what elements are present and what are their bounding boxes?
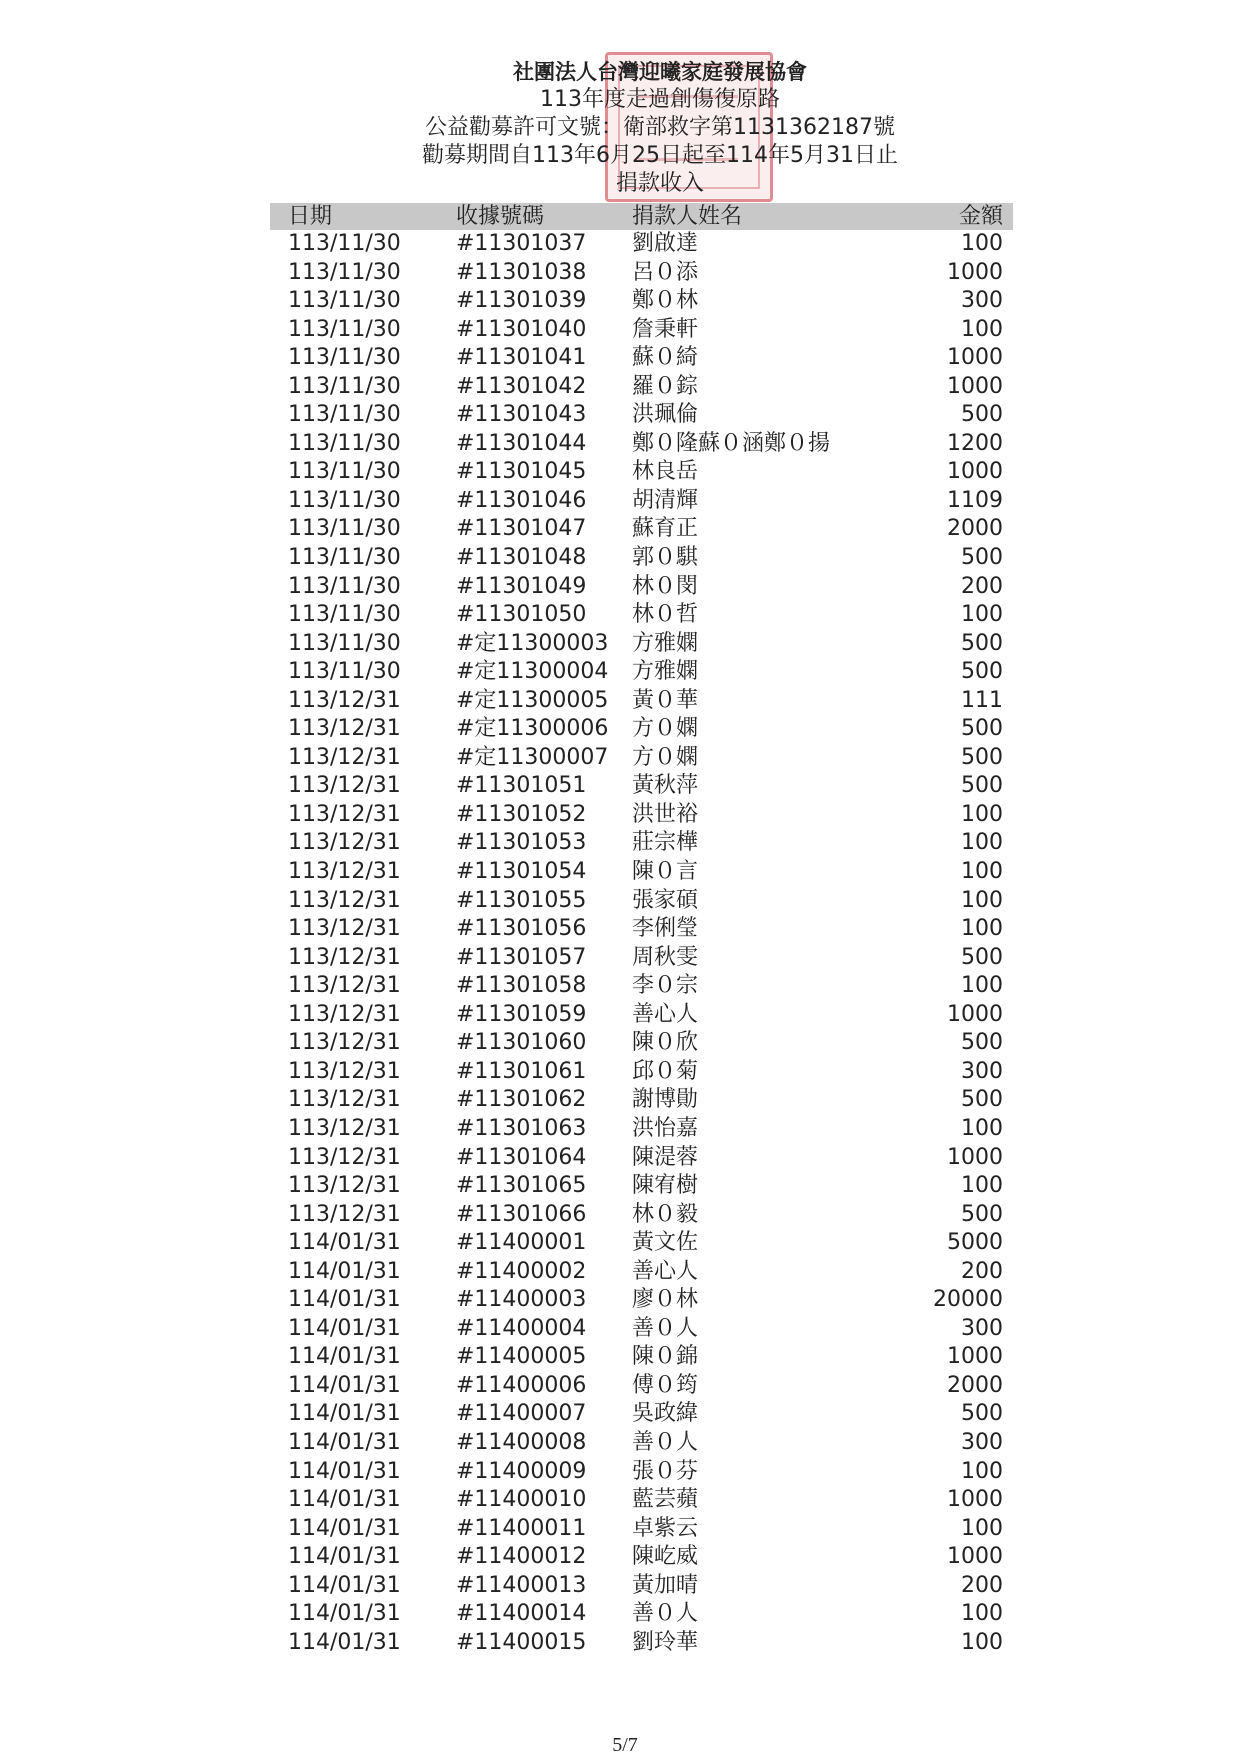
table-row [270, 944, 1013, 973]
table-row [270, 1086, 1013, 1115]
cell-donor: 黃０華 [632, 687, 699, 713]
cell-date: 113/11/30 [288, 259, 401, 285]
cell-amount: 1109 [947, 487, 1003, 513]
cell-receipt: #11301053 [456, 830, 587, 856]
cell-donor: 林０哲 [632, 602, 699, 628]
table-row [270, 744, 1013, 773]
table-row [270, 601, 1013, 630]
cell-receipt: #11301048 [456, 545, 587, 571]
cell-date: 113/12/31 [288, 830, 401, 856]
table-row [270, 1315, 1013, 1344]
cell-date: 114/01/31 [288, 1287, 401, 1313]
cell-amount: 500 [961, 716, 1003, 742]
cell-date: 113/11/30 [288, 402, 401, 428]
cell-receipt: #11400010 [456, 1487, 587, 1513]
cell-donor: 林０毅 [632, 1201, 699, 1227]
cell-receipt: #11400015 [456, 1629, 587, 1655]
cell-donor: 洪怡嘉 [632, 1115, 699, 1141]
page-number: 5/7 [612, 1734, 638, 1756]
table-row [270, 1600, 1013, 1629]
cell-receipt: #11301043 [456, 402, 587, 428]
cell-donor: 黃加晴 [632, 1572, 699, 1598]
cell-donor: 陳０言 [632, 859, 699, 885]
cell-amount: 300 [961, 1315, 1003, 1341]
cell-receipt: #11301063 [456, 1115, 587, 1141]
cell-receipt: #11301054 [456, 859, 587, 885]
table-row [270, 316, 1013, 345]
cell-date: 113/11/30 [288, 316, 401, 342]
cell-donor: 莊宗樺 [632, 830, 699, 856]
cell-donor: 詹秉軒 [632, 316, 699, 342]
cell-date: 113/12/31 [288, 1115, 401, 1141]
section-title: 捐款收入 [615, 171, 704, 196]
cell-donor: 鄭０林 [632, 288, 699, 314]
cell-receipt: #11400004 [456, 1315, 587, 1341]
cell-amount: 500 [961, 402, 1003, 428]
cell-donor: 廖０林 [632, 1287, 699, 1313]
cell-receipt: #11400011 [456, 1515, 587, 1541]
cell-date: 113/12/31 [288, 1030, 401, 1056]
cell-donor: 林０閔 [632, 573, 699, 599]
table-row [270, 1429, 1013, 1458]
cell-amount: 100 [961, 1515, 1003, 1541]
cell-donor: 鄭０隆蘇０涵鄭０揚 [632, 430, 831, 456]
table-row [270, 1515, 1013, 1544]
cell-amount: 500 [961, 545, 1003, 571]
table-row [270, 1486, 1013, 1515]
cell-date: 113/11/30 [288, 573, 401, 599]
table-row [270, 1572, 1013, 1601]
cell-donor: 周秋雯 [632, 944, 699, 970]
cell-date: 114/01/31 [288, 1458, 401, 1484]
cell-amount: 1200 [947, 430, 1003, 456]
cell-date: 114/01/31 [288, 1230, 401, 1256]
cell-donor: 方０嫻 [632, 744, 699, 770]
cell-donor: 陳湜蓉 [632, 1144, 699, 1170]
cell-receipt: #定11300003 [456, 630, 609, 656]
cell-amount: 500 [961, 1087, 1003, 1113]
table-row [270, 458, 1013, 487]
cell-donor: 李０宗 [632, 973, 699, 999]
cell-receipt: #11301061 [456, 1058, 587, 1084]
cell-date: 114/01/31 [288, 1601, 401, 1627]
cell-receipt: #11400007 [456, 1401, 587, 1427]
cell-amount: 500 [961, 630, 1003, 656]
cell-date: 114/01/31 [288, 1258, 401, 1284]
cell-date: 113/12/31 [288, 801, 401, 827]
cell-donor: 謝博勛 [632, 1087, 699, 1113]
table-row [270, 1029, 1013, 1058]
cell-amount: 2000 [947, 516, 1003, 542]
cell-receipt: #11301047 [456, 516, 587, 542]
cell-amount: 100 [961, 1173, 1003, 1199]
table-row [270, 1372, 1013, 1401]
cell-date: 114/01/31 [288, 1515, 401, 1541]
cell-donor: 陳０欣 [632, 1030, 699, 1056]
cell-donor: 方０嫻 [632, 716, 699, 742]
cell-donor: 陳宥樹 [632, 1173, 699, 1199]
cell-donor: 善０人 [632, 1315, 699, 1341]
cell-receipt: #11400013 [456, 1572, 587, 1598]
cell-receipt: #11301049 [456, 573, 587, 599]
cell-date: 113/12/31 [288, 944, 401, 970]
table-row [270, 1543, 1013, 1572]
table-row [270, 887, 1013, 916]
cell-amount: 100 [961, 1115, 1003, 1141]
cell-donor: 郭０騏 [632, 545, 699, 571]
table-row [270, 515, 1013, 544]
cell-date: 113/12/31 [288, 859, 401, 885]
cell-amount: 500 [961, 1030, 1003, 1056]
cell-amount: 100 [961, 859, 1003, 885]
cell-date: 113/12/31 [288, 773, 401, 799]
cell-date: 114/01/31 [288, 1629, 401, 1655]
table-row [270, 1286, 1013, 1315]
cell-donor: 林良岳 [632, 459, 699, 485]
column-header-amount: 金額 [958, 204, 1003, 229]
cell-receipt: #11400002 [456, 1258, 587, 1284]
table-row [270, 1343, 1013, 1372]
table-row [270, 1172, 1013, 1201]
cell-receipt: #11400006 [456, 1372, 587, 1398]
cell-donor: 黃秋萍 [632, 773, 699, 799]
cell-donor: 洪珮倫 [632, 402, 699, 428]
cell-donor: 洪世裕 [632, 801, 699, 827]
table-row [270, 373, 1013, 402]
donation-table [270, 203, 1013, 1657]
table-row [270, 344, 1013, 373]
cell-donor: 李俐瑩 [632, 916, 699, 942]
cell-amount: 500 [961, 773, 1003, 799]
cell-donor: 善心人 [632, 1258, 699, 1284]
cell-date: 113/12/31 [288, 687, 401, 713]
cell-receipt: #11301038 [456, 259, 587, 285]
column-header-donor: 捐款人姓名 [632, 204, 743, 229]
cell-receipt: #定11300005 [456, 687, 609, 713]
cell-date: 113/11/30 [288, 487, 401, 513]
cell-amount: 1000 [947, 1487, 1003, 1513]
cell-amount: 111 [961, 687, 1003, 713]
table-row [270, 259, 1013, 288]
cell-receipt: #11301041 [456, 345, 587, 371]
table-row [270, 658, 1013, 687]
table-row [270, 1458, 1013, 1487]
cell-receipt: #11301046 [456, 487, 587, 513]
table-row [270, 687, 1013, 716]
cell-amount: 100 [961, 1458, 1003, 1484]
cell-donor: 陳屹威 [632, 1544, 699, 1570]
cell-donor: 陳０錦 [632, 1344, 699, 1370]
cell-date: 113/12/31 [288, 973, 401, 999]
cell-date: 113/12/31 [288, 887, 401, 913]
cell-receipt: #11400012 [456, 1544, 587, 1570]
cell-amount: 200 [961, 1258, 1003, 1284]
cell-amount: 1000 [947, 1001, 1003, 1027]
cell-date: 113/12/31 [288, 1173, 401, 1199]
table-row [270, 801, 1013, 830]
cell-receipt: #定11300004 [456, 659, 609, 685]
cell-amount: 1000 [947, 459, 1003, 485]
cell-date: 113/12/31 [288, 1144, 401, 1170]
organization-name: 社團法人台灣迎曦家庭發展協會 [513, 60, 807, 84]
cell-receipt: #11301064 [456, 1144, 587, 1170]
cell-donor: 卓紫云 [632, 1515, 699, 1541]
cell-date: 113/11/30 [288, 545, 401, 571]
cell-receipt: #11400003 [456, 1287, 587, 1313]
cell-amount: 5000 [947, 1230, 1003, 1256]
cell-donor: 張家碩 [632, 887, 699, 913]
cell-amount: 100 [961, 1601, 1003, 1627]
table-row [270, 858, 1013, 887]
table-row [270, 573, 1013, 602]
cell-receipt: #11301042 [456, 373, 587, 399]
cell-donor: 劉玲華 [632, 1629, 699, 1655]
cell-donor: 劉啟達 [632, 231, 699, 256]
cell-receipt: #定11300007 [456, 744, 609, 770]
cell-amount: 300 [961, 1429, 1003, 1455]
cell-donor: 善心人 [632, 1001, 699, 1027]
cell-receipt: #11301059 [456, 1001, 587, 1027]
table-body [270, 230, 1013, 1657]
cell-donor: 蘇０綺 [632, 345, 699, 371]
table-row [270, 972, 1013, 1001]
cell-amount: 1000 [947, 1144, 1003, 1170]
cell-receipt: #11301050 [456, 602, 587, 628]
cell-date: 113/11/30 [288, 630, 401, 656]
cell-amount: 100 [961, 887, 1003, 913]
cell-receipt: #11301044 [456, 430, 587, 456]
cell-receipt: #11400001 [456, 1230, 587, 1256]
cell-date: 114/01/31 [288, 1572, 401, 1598]
cell-date: 114/01/31 [288, 1315, 401, 1341]
cell-donor: 羅０錝 [632, 373, 699, 399]
cell-donor: 善０人 [632, 1601, 699, 1627]
cell-receipt: #11301055 [456, 887, 587, 913]
cell-receipt: #11301058 [456, 973, 587, 999]
cell-receipt: #11301062 [456, 1087, 587, 1113]
cell-donor: 方雅嫻 [632, 630, 699, 656]
cell-amount: 100 [961, 973, 1003, 999]
table-row [270, 630, 1013, 659]
table-row [270, 772, 1013, 801]
cell-amount: 1000 [947, 1544, 1003, 1570]
table-row [270, 401, 1013, 430]
table-row [270, 1229, 1013, 1258]
cell-receipt: #11301057 [456, 944, 587, 970]
cell-amount: 200 [961, 1572, 1003, 1598]
cell-receipt: #定11300006 [456, 716, 609, 742]
cell-donor: 呂０添 [632, 259, 699, 285]
cell-date: 114/01/31 [288, 1344, 401, 1370]
cell-receipt: #11400008 [456, 1429, 587, 1455]
cell-date: 114/01/31 [288, 1544, 401, 1570]
cell-amount: 100 [961, 830, 1003, 856]
cell-amount: 500 [961, 659, 1003, 685]
cell-date: 113/11/30 [288, 602, 401, 628]
document-header [300, 58, 1020, 198]
cell-amount: 2000 [947, 1372, 1003, 1398]
cell-receipt: #11400009 [456, 1458, 587, 1484]
cell-date: 113/12/31 [288, 916, 401, 942]
cell-date: 113/12/31 [288, 744, 401, 770]
cell-donor: 蘇育正 [632, 516, 699, 542]
cell-receipt: #11301039 [456, 288, 587, 314]
cell-amount: 300 [961, 1058, 1003, 1084]
cell-date: 114/01/31 [288, 1487, 401, 1513]
cell-donor: 吳政緯 [632, 1401, 699, 1427]
table-row [270, 287, 1013, 316]
table-header-row [270, 203, 1013, 230]
cell-receipt: #11301040 [456, 316, 587, 342]
project-title: 113年度走過創傷復原路 [540, 87, 780, 112]
cell-donor: 傅０筠 [632, 1372, 699, 1398]
table-row [270, 1400, 1013, 1429]
cell-receipt: #11301051 [456, 773, 587, 799]
cell-donor: 胡清輝 [632, 487, 699, 513]
cell-date: 113/12/31 [288, 1201, 401, 1227]
cell-amount: 20000 [933, 1287, 1003, 1313]
table-row [270, 1001, 1013, 1030]
table-row [270, 915, 1013, 944]
cell-date: 113/11/30 [288, 459, 401, 485]
cell-donor: 黃文佐 [632, 1230, 699, 1256]
cell-amount: 500 [961, 1201, 1003, 1227]
cell-amount: 100 [961, 801, 1003, 827]
cell-amount: 100 [961, 916, 1003, 942]
cell-date: 113/11/30 [288, 516, 401, 542]
cell-receipt: #11301052 [456, 801, 587, 827]
cell-receipt: #11301056 [456, 916, 587, 942]
cell-date: 113/11/30 [288, 430, 401, 456]
cell-receipt: #11301065 [456, 1173, 587, 1199]
table-row [270, 1201, 1013, 1230]
cell-receipt: #11400005 [456, 1344, 587, 1370]
cell-receipt: #11301060 [456, 1030, 587, 1056]
table-row [270, 715, 1013, 744]
cell-date: 113/12/31 [288, 1058, 401, 1084]
cell-date: 113/11/30 [288, 288, 401, 314]
cell-amount: 100 [961, 231, 1003, 256]
cell-date: 113/12/31 [288, 716, 401, 742]
table-row [270, 1115, 1013, 1144]
table-row [270, 544, 1013, 573]
cell-date: 113/11/30 [288, 373, 401, 399]
permit-number: 公益勸募許可文號：衛部救字第1131362187號 [425, 115, 895, 140]
cell-amount: 500 [961, 944, 1003, 970]
cell-date: 113/11/30 [288, 659, 401, 685]
table-row [270, 230, 1013, 259]
table-row [270, 430, 1013, 459]
cell-amount: 1000 [947, 345, 1003, 371]
cell-receipt: #11301045 [456, 459, 587, 485]
cell-amount: 500 [961, 744, 1003, 770]
cell-donor: 張０芬 [632, 1458, 699, 1484]
column-header-receipt: 收據號碼 [456, 204, 545, 229]
cell-receipt: #11400014 [456, 1601, 587, 1627]
table-row [270, 1258, 1013, 1287]
cell-date: 113/11/30 [288, 231, 401, 256]
cell-receipt: #11301066 [456, 1201, 587, 1227]
cell-date: 113/11/30 [288, 345, 401, 371]
cell-donor: 善０人 [632, 1429, 699, 1455]
column-header-date: 日期 [288, 204, 333, 229]
cell-date: 114/01/31 [288, 1372, 401, 1398]
table-row [270, 487, 1013, 516]
table-row [270, 829, 1013, 858]
cell-date: 114/01/31 [288, 1429, 401, 1455]
cell-receipt: #11301037 [456, 231, 587, 256]
cell-date: 113/12/31 [288, 1087, 401, 1113]
cell-date: 113/12/31 [288, 1001, 401, 1027]
fundraising-period: 勸募期間自113年6月25日起至114年5月31日止 [422, 143, 898, 168]
table-row [270, 1629, 1013, 1658]
cell-amount: 100 [961, 1629, 1003, 1655]
cell-amount: 300 [961, 288, 1003, 314]
cell-amount: 500 [961, 1401, 1003, 1427]
cell-amount: 100 [961, 602, 1003, 628]
cell-amount: 1000 [947, 373, 1003, 399]
cell-amount: 1000 [947, 259, 1003, 285]
cell-amount: 200 [961, 573, 1003, 599]
cell-amount: 100 [961, 316, 1003, 342]
cell-date: 114/01/31 [288, 1401, 401, 1427]
cell-amount: 1000 [947, 1344, 1003, 1370]
cell-donor: 方雅嫻 [632, 659, 699, 685]
table-row [270, 1144, 1013, 1173]
table-row [270, 1058, 1013, 1087]
cell-donor: 邱０菊 [632, 1058, 699, 1084]
cell-donor: 藍芸蘋 [632, 1487, 699, 1513]
